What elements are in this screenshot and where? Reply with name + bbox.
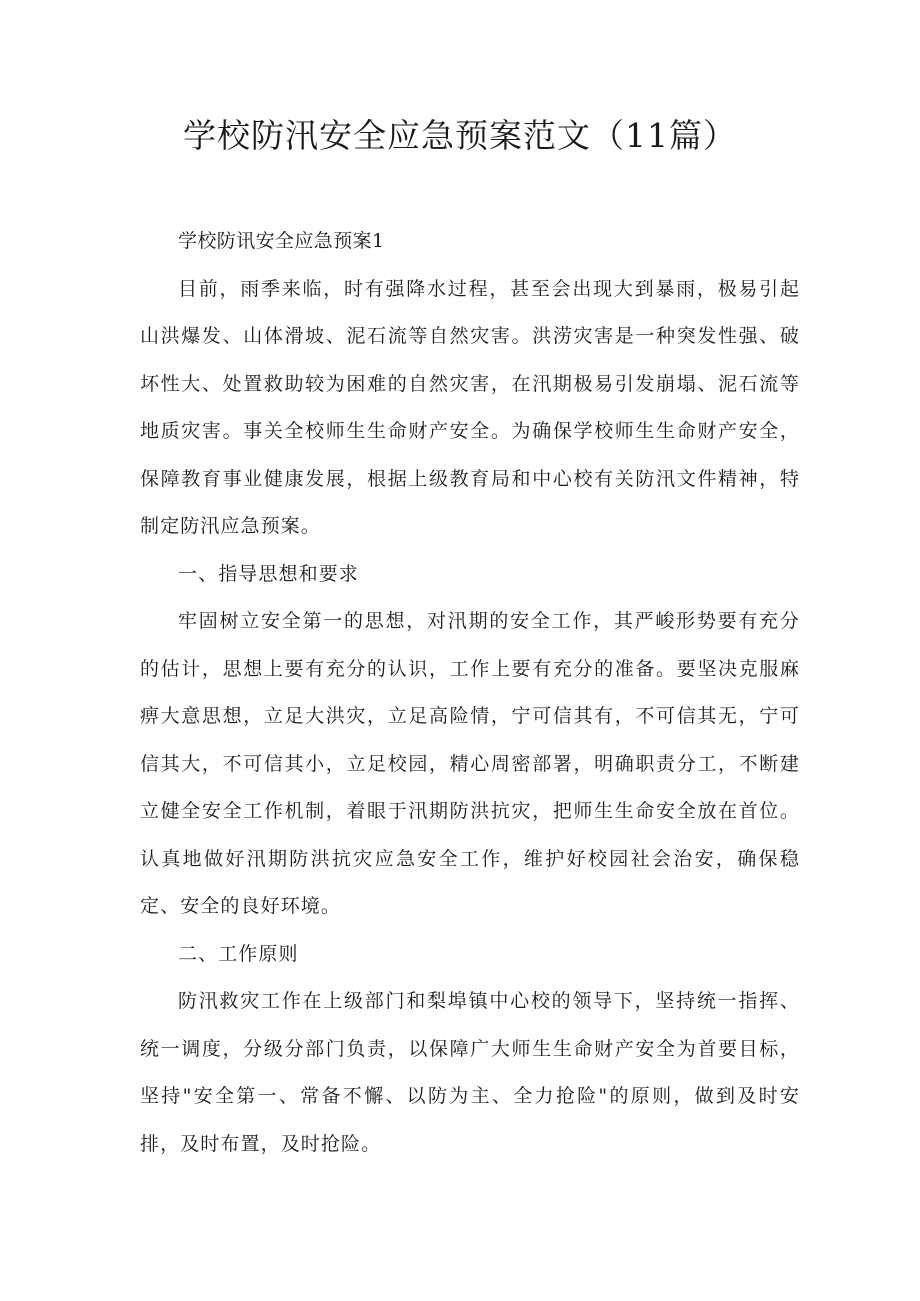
document-body <box>140 218 800 1168</box>
paragraph-work-principles: 防汛救灾工作在上级部门和梨埠镇中心校的领导下，坚持统一指挥、统一调度，分级分部门负责，以保障广大师生生命财产安全为首要目标，坚持"安全第一、常备不懈、以防为主、全力抢险"的原则，做到及时安排，及时布置，及时抢险。 <box>140 990 800 1155</box>
paragraph-intro: 目前，雨季来临，时有强降水过程，甚至会出现大到暴雨，极易引起山洪爆发、山体滑坡、泥石流等自然灾害。洪涝灾害是一种突发性强、破坏性大、处置救助较为困难的自然灾害，在汛期极易引发崩塌、泥石流等地质灾害。事关全校师生生命财产安全。为确保学校师生生命财产安全，保障教育事业健康发展，根据上级教育局和中心校有关防汛文件精神，特制定防汛应急预案。 <box>140 277 800 537</box>
section-subtitle: 学校防讯安全应急预案1 <box>178 230 385 252</box>
paragraph-guiding-principles: 牢固树立安全第一的思想，对汛期的安全工作，其严峻形势要有充分的估计，思想上要有充分的认识，工作上要有充分的准备。要坚决克服麻痹大意思想，立足大洪灾，立足高险情，宁可信其有，不可信其无，宁可信其大，不可信其小，立足校园，精心周密部署，明确职责分工，不断建立健全安全工作机制，着眼于汛期防洪抗灾，把师生生命安全放在首位。认真地做好汛期防洪抗灾应急安全工作，维护好校园社会治安，确保稳定、安全的良好环境。 <box>140 610 800 917</box>
section-heading-work-principles: 二、工作原则 <box>178 942 299 965</box>
section-heading-guiding-principles: 一、指导思想和要求 <box>178 562 359 585</box>
document-title: 学校防汛安全应急预案范文（11篇） <box>183 116 737 155</box>
